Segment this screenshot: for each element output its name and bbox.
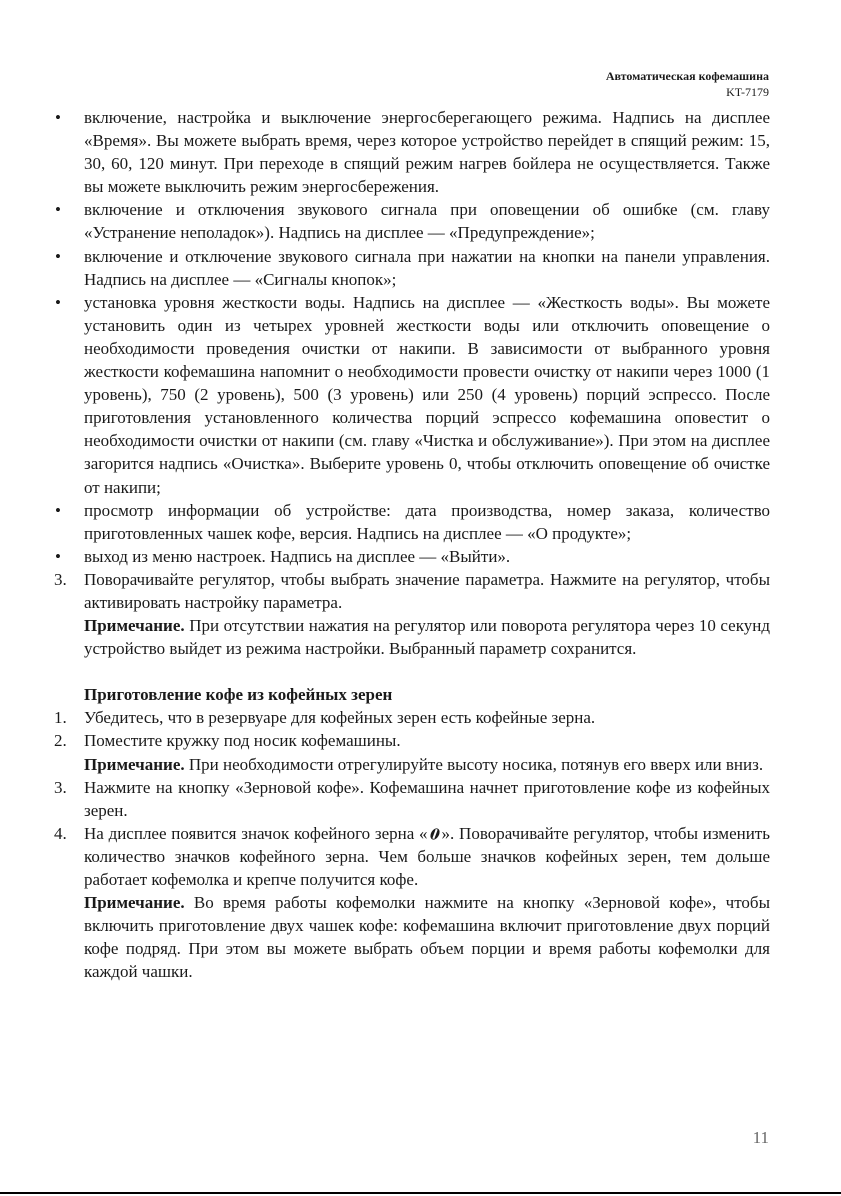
bullet-icon: • — [55, 500, 61, 520]
note-label: Примечание. — [84, 893, 185, 913]
section-step-2 — [54, 729, 770, 752]
step-3 — [54, 568, 770, 614]
step-number: 4. — [54, 823, 67, 843]
bullet-icon: • — [55, 108, 61, 127]
step-text: Поместите кружку под носик кофемашины. — [84, 731, 401, 751]
bullet-text: включение и отключение звукового сигнала при нажатии на кнопки на панели управления. Надпись на дисплее — «Сигналы кнопок»; — [84, 246, 770, 289]
step-text: Убедитесь, что в резервуаре для кофейных зерен есть кофейные зерна. — [84, 708, 596, 728]
bullet-text: включение и отключения звукового сигнала при оповещении об ошибке (см. главу «Устранение неполадок»). Надпись на дисплее — «Предупреждение»; — [84, 200, 770, 243]
page-content — [54, 106, 770, 983]
list-item — [54, 499, 770, 545]
footer-divider — [0, 1192, 841, 1194]
header-title: Автоматическая кофемашина — [605, 69, 769, 83]
section-heading: Приготовление кофе из кофейных зерен — [84, 685, 393, 705]
header-model: KT-7179 — [726, 85, 769, 99]
bullet-text: установка уровня жесткости воды. Надпись на дисплее — «Жесткость воды». Вы можете установить один из четырех уровней жесткости воды или отключить оповещение о необходимости проведения очистки от накипи. В зависимости от выбранного уровня жесткости кофемашина напомнит о необходимости провести очистку от накипи через 1000 (1 уровень), 750 (2 уровень), 500 (3 уровень) или 250 (4 уровень) порций эспрессо. После приготовления установленного количества порций эспрессо кофемашина оповестит о необходимости очистки от накипи (см. главу «Чистка и обслуживание»). При этом на дисплее загорится надпись «Очистка». Выберите уровень 0, чтобы отключить оповещение об очистке от накипи; — [84, 292, 770, 497]
coffee-bean-icon — [428, 827, 441, 841]
step-text-before: На дисплее появится значок кофейного зерна « — [84, 823, 428, 843]
step-number: 3. — [54, 569, 67, 589]
bullet-text: просмотр информации об устройстве: дата производства, номер заказа, количество приготовленных чашек кофе, версия. Надпись на дисплее — «О продукте»; — [84, 500, 770, 543]
bullet-icon: • — [55, 292, 61, 312]
step-number: 2. — [54, 731, 67, 751]
list-item — [54, 198, 770, 244]
note-text: Во время работы кофемолки нажмите на кнопку «Зерновой кофе», чтобы включить приготовление двух чашек кофе: кофемашина включит приготовление двух порций кофе подряд. При этом вы можете выбрать объем порции и время работы кофемолки для каждой чашки. — [84, 893, 770, 982]
section-step-3 — [54, 776, 770, 822]
note-label: Примечание. — [84, 754, 185, 774]
bullet-text: выход из меню настроек. Надпись на дисплее — «Выйти». — [84, 546, 511, 566]
step-text: Нажмите на кнопку «Зерновой кофе». Кофемашина начнет приготовление кофе из кофейных зерен. — [84, 777, 770, 820]
bullet-text: включение, настройка и выключение энергосберегающего режима. Надпись на дисплее «Время». Вы можете выбрать время, через которое устройство перейдет в спящий режим: 15, 30, 60, 120 минут. При переходе в спящий режим нагрев бойлера не осуществляется. Также вы можете выключить режим энергосбережения. — [84, 108, 770, 197]
section-step-1 — [54, 706, 770, 729]
list-item — [54, 291, 770, 499]
page-header — [606, 68, 769, 100]
step-number: 1. — [54, 708, 67, 728]
step-text: Поворачивайте регулятор, чтобы выбрать значение параметра. Нажмите на регулятор, чтобы активировать настройку параметра. — [84, 569, 770, 612]
bullet-icon: • — [55, 546, 61, 566]
note — [54, 614, 770, 660]
note — [54, 753, 770, 776]
bullet-icon: • — [55, 200, 61, 220]
settings-bullet-list — [54, 106, 770, 568]
list-item — [54, 106, 770, 198]
section-step-4 — [54, 822, 770, 891]
note-label: Примечание. — [84, 616, 185, 636]
note-text: При необходимости отрегулируйте высоту носика, потянув его вверх или вниз. — [184, 754, 764, 774]
note — [54, 891, 770, 983]
step-number: 3. — [54, 777, 67, 797]
list-item — [54, 245, 770, 291]
page-number: 11 — [752, 1128, 769, 1147]
step-text-after: ». Поворачивайте регулятор, чтобы изменить количество значков кофейного зерна. Чем больше значков кофейных зерен, тем дольше работает кофемолка и крепче получится кофе. — [84, 823, 770, 889]
bullet-icon: • — [55, 246, 61, 266]
note-text: При отсутствии нажатия на регулятор или поворота регулятора через 10 секунд устройство выйдет из режима настройки. Выбранный параметр сохранится. — [84, 616, 770, 659]
list-item — [54, 545, 770, 568]
